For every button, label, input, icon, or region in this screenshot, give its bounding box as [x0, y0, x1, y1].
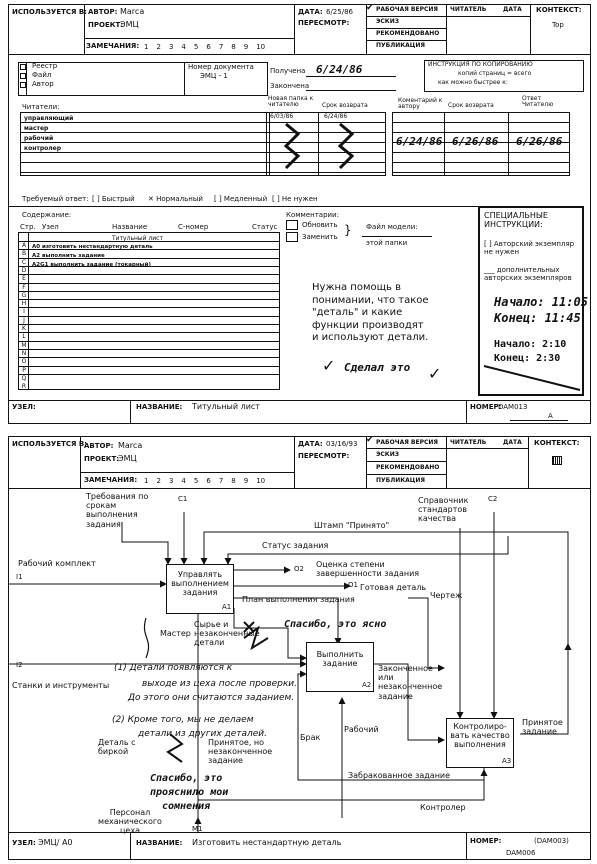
label-tagged: Деталь с биркой: [98, 738, 136, 757]
note-number: 1: [144, 43, 149, 51]
zigzag-marks: [268, 120, 388, 176]
author-checkbox[interactable]: [20, 82, 26, 88]
copy-instruction-line1: копий страниц = всего: [458, 70, 532, 77]
new-folder-label: Новая папка к читателю: [268, 95, 314, 108]
note-thanks-1: Спасибо, это ясно: [284, 619, 387, 630]
title-label: НАЗВАНИЕ:: [136, 403, 183, 411]
response-label: Требуемый ответ:: [22, 195, 89, 203]
author-label: АВТОР:: [88, 8, 118, 16]
return-date: 6/24/86: [324, 113, 348, 120]
return2-label: Срок возврата: [448, 102, 494, 109]
registry-label: Реестр: [32, 62, 58, 70]
received-label: Получена: [270, 67, 306, 75]
row-letter: J: [23, 316, 25, 324]
table-row: [18, 307, 280, 308]
note-number: 8: [231, 43, 236, 51]
label-defect: Брак: [300, 733, 321, 742]
label-personnel: Персонал механического цеха: [98, 808, 162, 836]
done-check-2: ✓: [428, 364, 442, 383]
box-a2-label: Выполнить задание: [316, 650, 364, 669]
label-estimate: Оценка степени завершенности задания: [316, 560, 420, 579]
note-number: 10: [256, 43, 266, 51]
label-machines: Станки и инструменты: [12, 681, 110, 690]
date-label-2: ДАТА:: [298, 440, 323, 448]
note-number: 2: [156, 43, 161, 51]
table-row-line: [20, 122, 270, 123]
copy-instruction-line2: как можно быстрее к:: [438, 79, 508, 86]
response-slow: [ ] Медленный: [214, 195, 268, 203]
col-cnumber: С-номер: [178, 223, 209, 231]
doc-number-value: ЭМЦ - 1: [200, 72, 228, 80]
reader-worker: рабочий: [24, 135, 54, 142]
note-number: 3: [168, 477, 174, 485]
table-row-line: [20, 152, 270, 153]
response-fast-label: Быстрый: [101, 195, 135, 203]
col-name: Название: [112, 223, 148, 231]
author-value: Marca: [120, 7, 145, 16]
response-normal: ✕ Нормальный: [148, 195, 203, 203]
special-title: СПЕЦИАЛЬНЫЕ ИНСТРУКЦИИ:: [484, 211, 548, 229]
special-author-copy: [ ] Авторский экземпляр не нужен: [484, 240, 575, 257]
note-1a: (1) Детали появляются к: [114, 663, 233, 673]
label-work-kit: Рабочий комплект: [18, 559, 96, 568]
table-row: [18, 324, 280, 325]
sent-date: 6/03/86: [270, 113, 294, 120]
table-row: [18, 299, 280, 300]
note-thanks-2a: Спасибо, это: [150, 773, 223, 784]
table-row-line: [392, 172, 570, 173]
label-c1: C1: [178, 495, 188, 503]
title-label-2: НАЗВАНИЕ:: [136, 839, 183, 847]
row-letter: G: [21, 291, 27, 299]
context-label-2: КОНТЕКСТ:: [534, 439, 580, 447]
label-m1: M1: [192, 825, 203, 833]
response-none-label: Не нужен: [281, 195, 318, 203]
table-row: [18, 374, 280, 375]
node-label: УЗЕЛ:: [12, 403, 36, 411]
comments-label: Комментарии:: [286, 211, 339, 219]
replace-label: Заменить: [302, 233, 338, 241]
row-letter: Q: [21, 374, 27, 382]
label-status: Статус задания: [262, 541, 329, 550]
used-in-label: ИСПОЛЬЗУЕТСЯ В:: [12, 8, 87, 16]
table-row: [18, 349, 280, 350]
date-label: ДАТА:: [298, 8, 323, 16]
start-time-1: Начало: 11:05: [494, 295, 588, 309]
reader-label-2: ЧИТАТЕЛЬ: [450, 439, 487, 446]
reader-label: ЧИТАТЕЛЬ: [450, 6, 487, 13]
col-status: Статус: [252, 223, 278, 231]
note-number: 7: [218, 477, 224, 485]
copy-instruction-title: ИНСТРУКЦИЯ ПО КОПИРОВАНИЮ: [428, 61, 533, 68]
row-letter: A: [21, 242, 27, 249]
row-letter: B: [21, 250, 27, 258]
col-node: Узел: [42, 223, 59, 231]
label-raw: Сырье и незаконченные детали: [194, 620, 260, 648]
table-row-line: [20, 172, 270, 173]
row-letter: P: [22, 366, 26, 374]
note-number: 3: [168, 43, 174, 51]
label-requirements: Требования по срокам выполнения задания: [86, 492, 149, 529]
note-number: 6: [206, 43, 211, 51]
comment-label: Коментарий к автору: [398, 97, 443, 110]
note-1c: До этого они считаются заданием.: [128, 693, 295, 703]
answer-label: Ответ Читателю: [522, 95, 554, 108]
row-letter: M: [21, 341, 27, 349]
box-a2-code: A2: [362, 681, 372, 689]
response-normal-label: Нормальный: [156, 195, 203, 203]
label-plan: План выполнения задания: [242, 595, 355, 604]
number-value: DAM013: [498, 403, 528, 411]
table-row-line: [392, 132, 570, 133]
idef0-diagram: [8, 488, 591, 832]
box-a1-label: Управлять выполнением задания: [171, 570, 229, 598]
node-value-2: ЭМЦ/ A0: [38, 838, 73, 847]
table-row: [18, 332, 280, 333]
file-checkbox[interactable]: [20, 73, 26, 79]
content-row-a2g1: A2G1 выполнить задание (токарный): [32, 262, 151, 268]
reader-date-label: ДАТА: [503, 6, 522, 13]
label-accepted: Принятое задание: [522, 718, 563, 737]
content-row-title: Титульный лист: [112, 235, 163, 242]
status-recommended: РЕКОМЕНДОВАНО: [376, 30, 440, 37]
note-2a: (2) Кроме того, мы не делаем: [112, 715, 254, 725]
doc-number-label: Номер документа: [188, 63, 254, 71]
row-letter: L: [22, 333, 26, 341]
author-value-2: Marca: [118, 441, 143, 450]
table-row-line: [20, 132, 270, 133]
project-label-2: ПРОЕКТ:: [84, 455, 120, 463]
table-row: [18, 366, 280, 367]
return2-date: 6/26/86: [452, 135, 499, 148]
table-row: [18, 291, 280, 292]
note-number: 2: [156, 477, 161, 485]
special-extra: ___ дополнительных авторских экземпляров: [484, 266, 572, 283]
table-row-line: [392, 122, 570, 123]
done-check-1: ✓: [322, 356, 336, 375]
table-row-line: [392, 152, 570, 153]
row-letter: N: [21, 349, 27, 357]
status-sketch: ЭСКИЗ: [376, 18, 399, 25]
note-number: 1: [144, 477, 149, 485]
row-letter: C: [21, 258, 27, 266]
status-published: ПУБЛИКАЦИЯ: [376, 42, 425, 49]
author-check-label: Автор: [32, 80, 54, 88]
note-thanks-2b: прояснило мои: [150, 787, 229, 798]
number-label: НОМЕР:: [470, 403, 502, 411]
response-none: [ ] Не нужен: [272, 195, 318, 203]
note-2b: детали из других деталей.: [138, 729, 268, 739]
table-row: [18, 316, 280, 317]
note-number: 5: [193, 477, 199, 485]
received-value: 6/24/86: [316, 63, 363, 76]
contents-label: Содержание:: [22, 211, 72, 219]
check-mark: ✔: [366, 3, 374, 13]
table-row-line: [20, 162, 270, 163]
title-value-2: Изготовить нестандартную деталь: [192, 838, 342, 847]
row-letter: K: [22, 325, 26, 332]
label-i2: I2: [16, 661, 23, 669]
status-working: РАБОЧАЯ ВЕРСИЯ: [376, 6, 439, 13]
project-label: ПРОЕКТ:: [88, 21, 124, 29]
note-thanks-2c: сомнения: [162, 801, 211, 812]
label-worker: Рабочий: [344, 725, 379, 734]
table-row: [18, 274, 280, 275]
used-in-label-2: ИСПОЛЬЗУЕТСЯ В:: [12, 440, 87, 448]
reader-controller: контролер: [24, 145, 61, 152]
number-label-2: НОМЕР:: [470, 837, 502, 845]
return-label: Срок возврата: [322, 102, 368, 109]
status-recommended-2: РЕКОМЕНДОВАНО: [376, 464, 440, 471]
table-row-line: [392, 162, 570, 163]
context-thumbnail-icon: [552, 456, 562, 465]
number-value-2b: DAM006: [506, 849, 536, 857]
row-letter: D: [21, 266, 27, 274]
row-letter: E: [22, 275, 26, 283]
revision-label-2: ПЕРЕСМОТР:: [298, 452, 350, 460]
box-a1-code: A1: [222, 603, 232, 611]
content-row-a2: A2 выполнить задание: [32, 253, 105, 259]
label-stamp: Штамп "Принято": [314, 521, 390, 530]
label-c2: C2: [488, 495, 498, 503]
note-number: 7: [218, 43, 224, 51]
note-number: 6: [206, 477, 211, 485]
signature-line: [480, 360, 584, 396]
check-mark-2: ✔: [366, 435, 374, 445]
context-value: Top: [552, 21, 564, 29]
label-o1: O1: [348, 581, 358, 589]
label-drawing: Чертеж: [430, 591, 463, 600]
reader-master: мастер: [24, 125, 49, 132]
note-number: 9: [243, 43, 249, 51]
label-master: Мастер: [160, 629, 191, 638]
row-letter: O: [21, 358, 27, 366]
notes-label-2: ЗАМЕЧАНИЯ:: [84, 476, 138, 484]
label-o2: O2: [294, 565, 304, 573]
file-label: Файл: [32, 71, 52, 79]
label-rejected: Забракованное задание: [348, 771, 451, 780]
table-row-line: [20, 142, 270, 143]
row-letter: H: [21, 300, 27, 308]
table-row: [18, 283, 280, 284]
row-letter: I: [23, 308, 25, 316]
notes-label: ЗАМЕЧАНИЯ:: [86, 42, 140, 50]
row-letter: R: [21, 383, 27, 391]
note-number: 4: [181, 43, 186, 51]
label-i1: I1: [16, 573, 23, 581]
note-numbers-2: [144, 477, 294, 485]
note-1b: выходе из цеха после проверки.: [142, 679, 298, 689]
table-row: [18, 357, 280, 358]
comment-date: 6/24/86: [396, 135, 443, 148]
note-number: 5: [193, 43, 199, 51]
model-file-label: Файл модели:: [366, 223, 418, 231]
context-label: КОНТЕКСТ:: [536, 6, 582, 14]
status-sketch-2: ЭСКИЗ: [376, 451, 399, 458]
start-time-2: Начало: 2:10: [494, 339, 567, 350]
registry-checkbox[interactable]: [20, 64, 26, 70]
this-folder-label: этой папки: [366, 239, 408, 247]
date-value: 6/25/86: [326, 8, 353, 16]
reader-manager: управляющий: [24, 115, 74, 122]
end-time-2: Конец: 2:30: [494, 353, 561, 364]
reader-date-label-2: ДАТА: [503, 439, 522, 446]
author-label-2: АВТОР:: [84, 442, 114, 450]
label-ready: Готовая деталь: [360, 583, 427, 592]
label-reference: Справочник стандартов качества: [418, 496, 469, 524]
help-note: Нужна помощь в понимании, что такое "деталь" и какие функции производят и используют детали.: [312, 282, 429, 343]
number-suffix: A: [548, 412, 553, 420]
col-page: Стр.: [20, 223, 36, 231]
answer-date: 6/26/86: [516, 135, 563, 148]
title-value: Титульный лист: [192, 402, 260, 411]
row-letter: F: [22, 283, 26, 291]
status-working-2: РАБОЧАЯ ВЕРСИЯ: [376, 439, 439, 446]
note-number: 9: [243, 477, 249, 485]
revision-label: ПЕРЕСМОТР:: [298, 19, 350, 27]
readers-label: Читатели:: [22, 103, 60, 111]
finished-label: Закончена: [270, 82, 310, 90]
update-label: Обновить: [302, 221, 338, 229]
box-a3-code: A3: [502, 757, 512, 765]
box-a3-label: Контролиро- вать качество выполнения: [450, 722, 510, 750]
content-row-a0: A0 изготовить нестандартную деталь: [32, 244, 153, 250]
project-value: ЭМЦ: [120, 20, 139, 29]
number-value-2: (DAM003): [534, 837, 569, 845]
note-number: 4: [181, 477, 186, 485]
node-label-2: УЗЕЛ:: [12, 839, 36, 847]
table-row: [18, 341, 280, 342]
note-number: 10: [256, 477, 266, 485]
response-slow-label: Медленный: [223, 195, 268, 203]
end-time-1: Конец: 11:45: [494, 311, 581, 325]
date-value-2: 03/16/93: [326, 440, 358, 448]
label-finished: Законченное или незаконченное задание: [378, 664, 443, 701]
done-note: Сделал это: [344, 361, 411, 374]
project-value-2: ЭМЦ: [118, 454, 137, 463]
status-published-2: ПУБЛИКАЦИЯ: [376, 477, 425, 484]
label-controller: Контролер: [420, 803, 466, 812]
label-accepted-unfinished: Принятое, но незаконченное задание: [208, 738, 273, 766]
note-numbers: [144, 43, 294, 51]
response-fast: [ ] Быстрый: [92, 195, 135, 203]
note-number: 8: [231, 477, 236, 485]
